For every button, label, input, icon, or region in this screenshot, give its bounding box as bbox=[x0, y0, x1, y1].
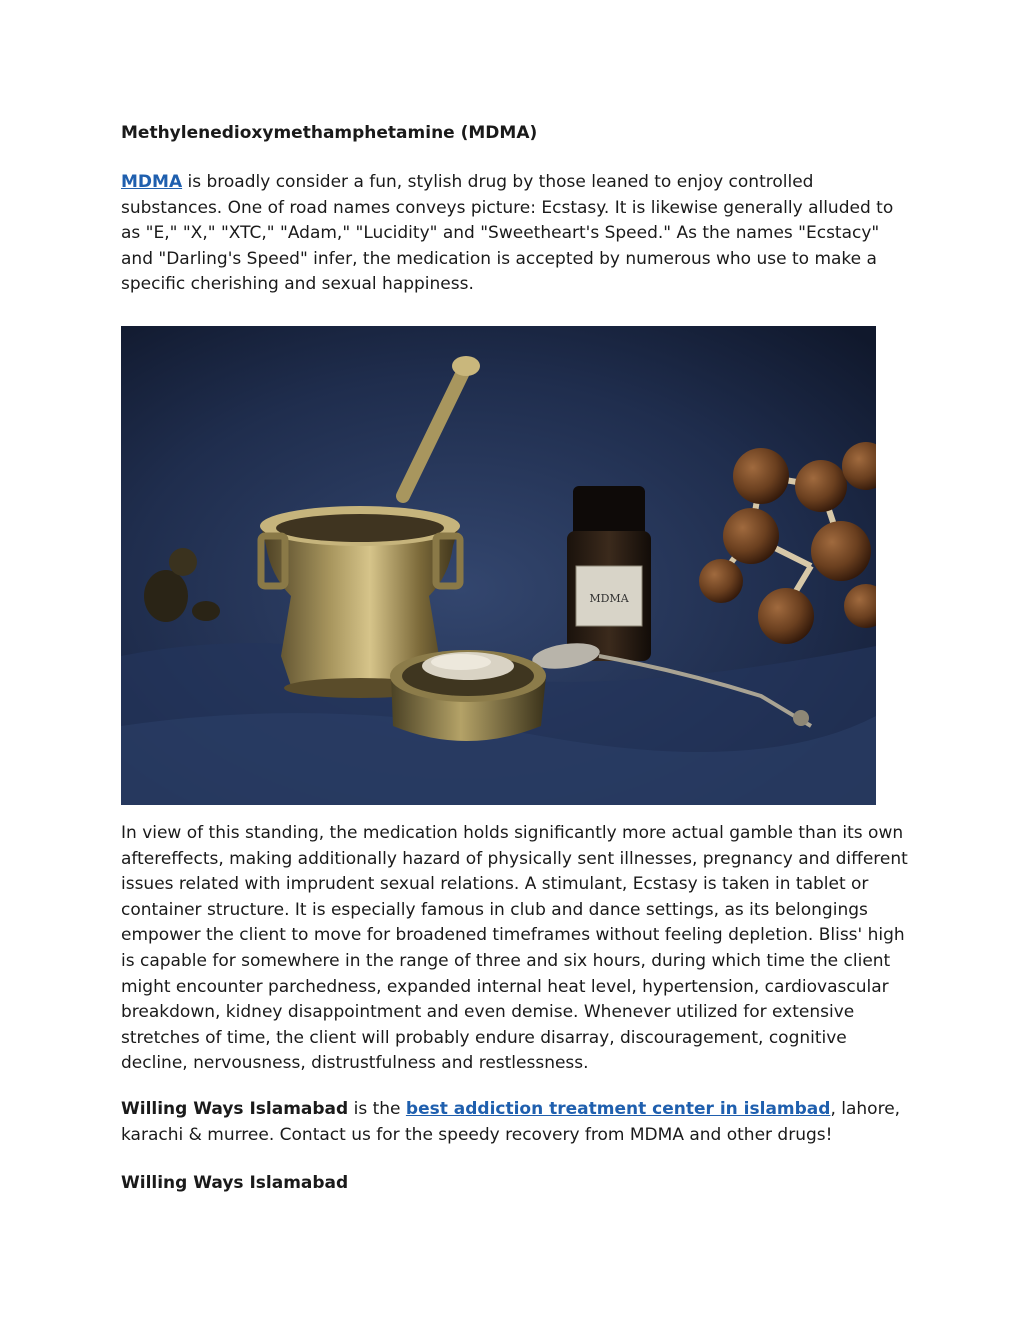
intro-paragraph bbox=[121, 170, 911, 298]
closing-tail: , lahore, karachi & murree. Contact us for the speedy recovery from MDMA and other drugs! bbox=[121, 1098, 901, 1145]
mdma-link[interactable]: MDMA bbox=[121, 172, 183, 192]
closing-paragraph bbox=[121, 1097, 911, 1148]
document-page bbox=[121, 120, 911, 1196]
signature: Willing Ways Islamabad bbox=[121, 1173, 349, 1194]
body-paragraph: In view of this standing, the medication holds significantly more actual gamble than its own aftereffects, making additionally hazard of physically sent illnesses, pregnancy and different issues related with imprudent sexual relations. A stimulant, Ecstasy is taken in tablet or container structure. It is especially famous in club and dance settings, as its belongings empower the client to move for broadened timeframes without feeling depletion. Bliss' high is capable for somewhere in the range of three and six hours, during which time the client might encounter parchedness, expanded internal heat level, hypertension, cardiovascular breakdown, kidney disappointment and even demise. Whenever utilized for extensive stretches of time, the client will probably endure disarray, discouragement, cognitive decline, nervousness, distrustfulness and restlessness. bbox=[121, 822, 908, 1074]
intro-text: is broadly consider a fun, stylish drug by those leaned to enjoy controlled substances. One of road names conveys picture: Ecstasy. It is likewise generally alluded to as "E," "X," "XTC," "Adam," "Lucidity" and "Sweetheart's Speed." As the names "Ecstacy" and "Darling's Speed" infer, the medication is accepted by numerous who use to make a specific cherishing and sexual happiness. bbox=[121, 172, 894, 295]
brand-name: Willing Ways Islamabad bbox=[121, 1098, 349, 1119]
document-heading: Methylenedioxymethamphetamine (MDMA) bbox=[121, 123, 538, 143]
treatment-center-link[interactable]: best addiction treatment center in islambad bbox=[405, 1098, 831, 1119]
closing-mid: is the bbox=[348, 1098, 406, 1119]
mortar-and-bottle-photo bbox=[121, 326, 876, 805]
medicine-bottle bbox=[567, 486, 651, 661]
tin-with-powder bbox=[390, 650, 546, 741]
bottle-label: MDMA bbox=[589, 591, 629, 605]
